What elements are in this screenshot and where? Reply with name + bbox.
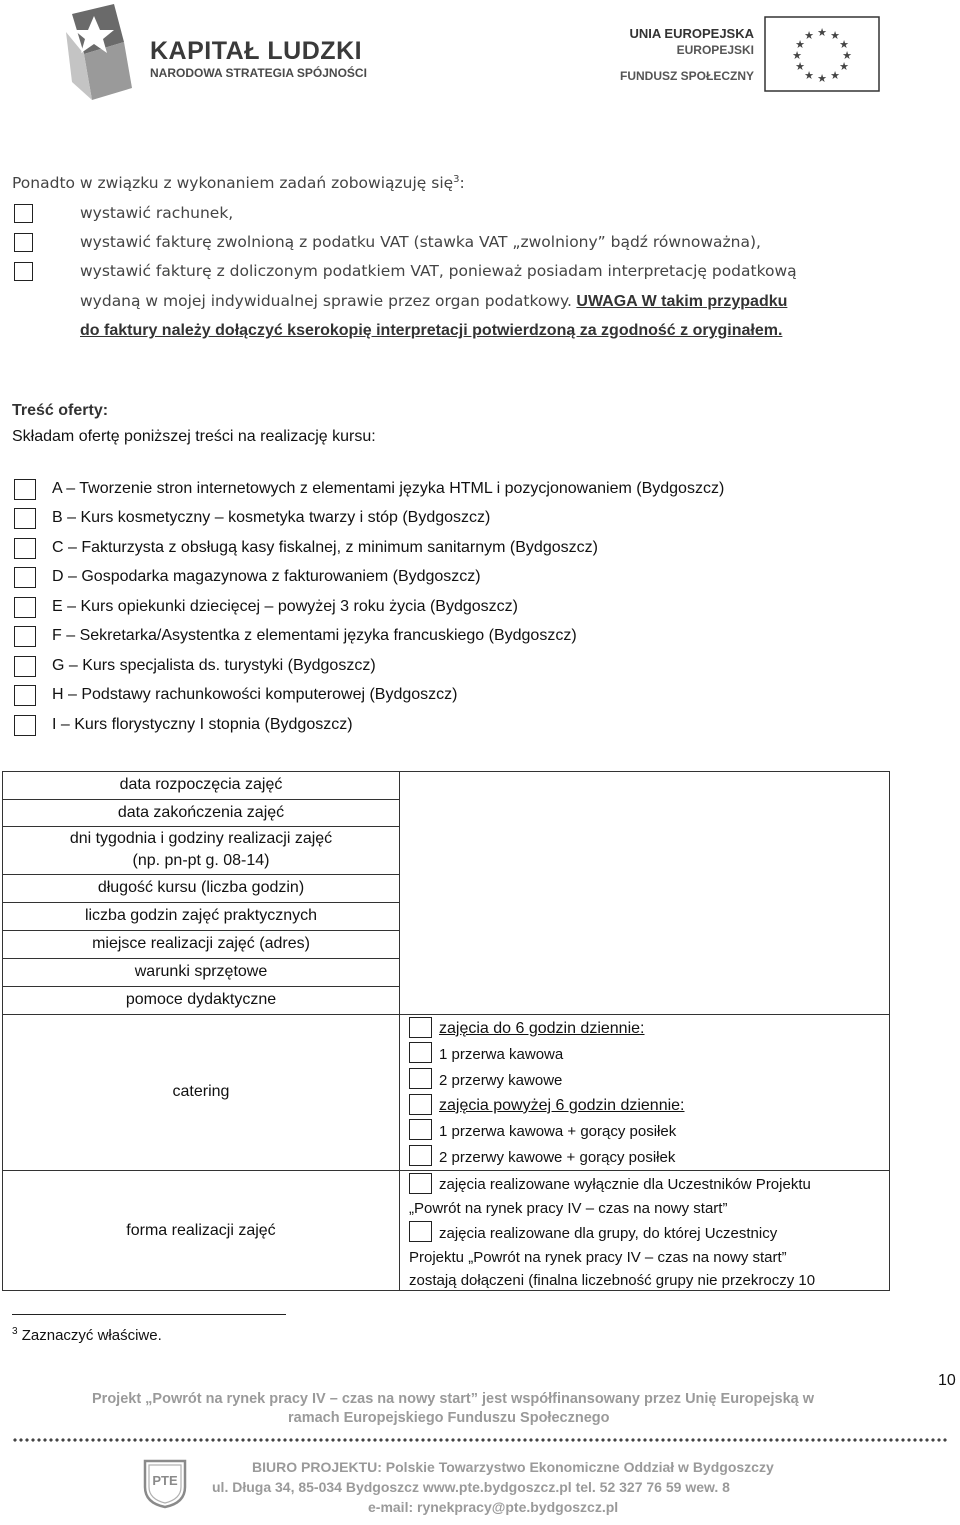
svg-text:★: ★ <box>795 60 805 73</box>
obligation-continuation-line <box>80 292 787 311</box>
catering-opt3: 1 przerwa kawowa + gorący posiłek <box>439 1123 677 1140</box>
course-checkbox-c[interactable] <box>14 538 36 559</box>
svg-text:★: ★ <box>804 29 814 42</box>
table-column-divider <box>399 772 400 1290</box>
eu-logo-line3: FUNDUSZ SPOŁECZNY <box>619 69 754 83</box>
eu-logo <box>620 14 880 86</box>
footer-office-line2: ul. Długa 34, 85-034 Bydgoszcz www.pte.bydgoszcz.pl tel. 52 327 76 59 wew. 8 <box>212 1479 730 1495</box>
catering-checkbox-up-to-6[interactable] <box>409 1017 432 1038</box>
obligation-warning-2: do faktury należy dołączyć kserokopię interpretacji potwierdzoną za zgodność z oryginałem. <box>80 322 783 339</box>
course-e: E – Kurs opiekunki dziecięcej – powyżej 3 roku życia (Bydgoszcz) <box>52 598 518 615</box>
catering-checkbox-over-6[interactable] <box>409 1094 432 1115</box>
label-days-hours-example: (np. pn-pt g. 08-14) <box>132 852 270 869</box>
form-opt2-line1: zajęcia realizowane dla grupy, do której Uczestnicy <box>439 1225 778 1242</box>
form-checkbox-opt1[interactable] <box>409 1173 432 1194</box>
kapital-ludzki-logo <box>62 2 392 102</box>
obligation-intro <box>12 174 465 192</box>
obligation-option-2: wystawić fakturę zwolnioną z podatku VAT (stawka VAT „zwolniony” bądź równoważna), <box>80 233 761 251</box>
table-row-line <box>3 799 399 800</box>
obligation-checkbox-2[interactable] <box>14 233 33 252</box>
course-checkbox-e[interactable] <box>14 597 36 618</box>
obligation-intro-text: Ponadto w związku z wykonaniem zadań zobowiązuję się <box>12 174 454 193</box>
label-days-hours: dni tygodnia i godziny realizacji zajęć <box>69 830 333 847</box>
table-row-line <box>3 1014 889 1015</box>
table-row-line <box>3 874 399 875</box>
obligation-option-1: wystawić rachunek, <box>80 204 234 222</box>
course-c: C – Fakturzysta z obsługą kasy fiskalnej, z minimum sanitarnym (Bydgoszcz) <box>52 539 598 556</box>
course-checkbox-g[interactable] <box>14 656 36 677</box>
catering-checkbox-opt3[interactable] <box>409 1119 432 1140</box>
form-opt2-line3: zostają dołączeni (finalna liczebność grupy nie przekroczy 10 <box>409 1272 816 1289</box>
obligation-footnote-ref: 3 <box>453 174 460 185</box>
table-row-line <box>3 902 399 903</box>
table-values-area[interactable] <box>401 772 889 1013</box>
obligation-intro-tail: : <box>459 174 465 193</box>
catering-checkbox-opt4[interactable] <box>409 1145 432 1166</box>
table-row-line <box>3 1170 889 1171</box>
offer-details-table <box>2 771 890 1291</box>
kapital-ludzki-emblem-icon <box>62 2 142 102</box>
course-f: F – Sekretarka/Asystentka z elementami języka francuskiego (Bydgoszcz) <box>52 627 577 644</box>
catering-checkbox-opt1[interactable] <box>409 1042 432 1063</box>
svg-text:★: ★ <box>817 26 827 39</box>
obligation-option-3: wystawić fakturę z doliczonym podatkiem VAT, ponieważ posiadam interpretację podatkową <box>80 262 797 280</box>
catering-checkbox-opt2[interactable] <box>409 1068 432 1089</box>
footnote-separator <box>12 1314 286 1315</box>
footnote-number: 3 <box>12 1326 18 1337</box>
catering-up-to-6: zajęcia do 6 godzin dziennie: <box>439 1020 645 1037</box>
form-opt1-line1: zajęcia realizowane wyłącznie dla Uczestników Projektu <box>439 1176 811 1193</box>
footnote <box>12 1326 162 1344</box>
pte-logo-text: PTE <box>152 1473 178 1488</box>
label-form: forma realizacji zajęć <box>126 1222 276 1239</box>
footer-dotted-separator <box>12 1437 948 1443</box>
svg-text:★: ★ <box>830 69 840 82</box>
label-start-date: data rozpoczęcia zajęć <box>119 776 283 793</box>
catering-opt4: 2 przerwy kawowe + gorący posiłek <box>439 1149 676 1166</box>
course-i: I – Kurs florystyczny I stopnia (Bydgoszcz) <box>52 716 353 733</box>
catering-opt2: 2 przerwy kawowe <box>439 1072 563 1089</box>
obligation-continuation: wydaną w mojej indywidualnej sprawie przez organ podatkowy. <box>80 292 572 310</box>
svg-text:★: ★ <box>839 38 849 51</box>
footer-office-line3: e-mail: rynekpracy@pte.bydgoszcz.pl <box>368 1499 619 1515</box>
svg-text:★: ★ <box>830 29 840 42</box>
svg-text:★: ★ <box>817 72 827 85</box>
svg-text:★: ★ <box>792 49 802 62</box>
footer-project-line1: Projekt „Powrót na rynek pracy IV – czas na nowy start” jest współfinansowany przez Unię Europejską w <box>92 1391 814 1407</box>
label-catering: catering <box>172 1083 230 1100</box>
course-d: D – Gospodarka magazynowa z fakturowaniem (Bydgoszcz) <box>52 568 481 585</box>
svg-text:★: ★ <box>842 49 852 62</box>
label-place: miejsce realizacji zajęć (adres) <box>92 935 310 952</box>
course-checkbox-h[interactable] <box>14 685 36 706</box>
label-end-date: data zakończenia zajęć <box>117 804 285 821</box>
eu-flag-icon <box>764 16 880 92</box>
obligation-checkbox-1[interactable] <box>14 204 33 223</box>
course-checkbox-f[interactable] <box>14 626 36 647</box>
offer-heading: Treść oferty: <box>12 402 109 419</box>
course-checkbox-b[interactable] <box>14 508 36 529</box>
label-course-length: długość kursu (liczba godzin) <box>97 879 305 896</box>
kapital-ludzki-subtitle: NARODOWA STRATEGIA SPÓJNOŚCI <box>150 66 367 80</box>
offer-intro: Składam ofertę poniższej treści na realizację kursu: <box>12 428 376 445</box>
table-row-line <box>3 930 399 931</box>
course-checkbox-a[interactable] <box>14 479 36 500</box>
label-teaching-aids: pomoce dydaktyczne <box>125 991 277 1008</box>
obligation-checkbox-3[interactable] <box>14 262 33 281</box>
svg-text:★: ★ <box>839 60 849 73</box>
table-row-line <box>3 986 399 987</box>
svg-text:★: ★ <box>795 38 805 51</box>
table-row-line <box>3 826 399 827</box>
form-opt1-line2: „Powrót na rynek pracy IV – czas na nowy start” <box>409 1200 728 1217</box>
course-checkbox-i[interactable] <box>14 715 36 736</box>
course-b: B – Kurs kosmetyczny – kosmetyka twarzy i stóp (Bydgoszcz) <box>52 509 491 526</box>
course-g: G – Kurs specjalista ds. turystyki (Bydgoszcz) <box>52 657 376 674</box>
label-equipment: warunki sprzętowe <box>134 963 268 980</box>
footer-office-line1: BIURO PROJEKTU: Polskie Towarzystwo Ekonomiczne Oddział w Bydgoszczy <box>252 1459 774 1475</box>
page-number: 10 <box>938 1372 956 1389</box>
catering-opt1: 1 przerwa kawowa <box>439 1046 564 1063</box>
svg-text:★: ★ <box>804 69 814 82</box>
course-checkbox-d[interactable] <box>14 567 36 588</box>
catering-over-6: zajęcia powyżej 6 godzin dziennie: <box>439 1097 685 1114</box>
kapital-ludzki-title: KAPITAŁ LUDZKI <box>150 37 363 65</box>
eu-logo-line2: EUROPEJSKI <box>676 43 754 57</box>
footer-project-line2: ramach Europejskiego Funduszu Społecznego <box>288 1410 610 1426</box>
course-a: A – Tworzenie stron internetowych z elementami języka HTML i pozycjonowaniem (Bydgoszcz) <box>52 480 725 497</box>
obligation-warning-1: UWAGA W takim przypadku <box>576 293 788 310</box>
table-row-line <box>3 958 399 959</box>
form-checkbox-opt2[interactable] <box>409 1221 432 1242</box>
form-opt2-line2: Projektu „Powrót na rynek pracy IV – czas na nowy start” <box>409 1249 787 1266</box>
course-h: H – Podstawy rachunkowości komputerowej (Bydgoszcz) <box>52 686 458 703</box>
eu-logo-line1: UNIA EUROPEJSKA <box>629 26 754 41</box>
footnote-text: Zaznaczyć właściwe. <box>21 1327 162 1344</box>
pte-logo <box>142 1457 188 1509</box>
label-practical-hours: liczba godzin zajęć praktycznych <box>84 907 318 924</box>
